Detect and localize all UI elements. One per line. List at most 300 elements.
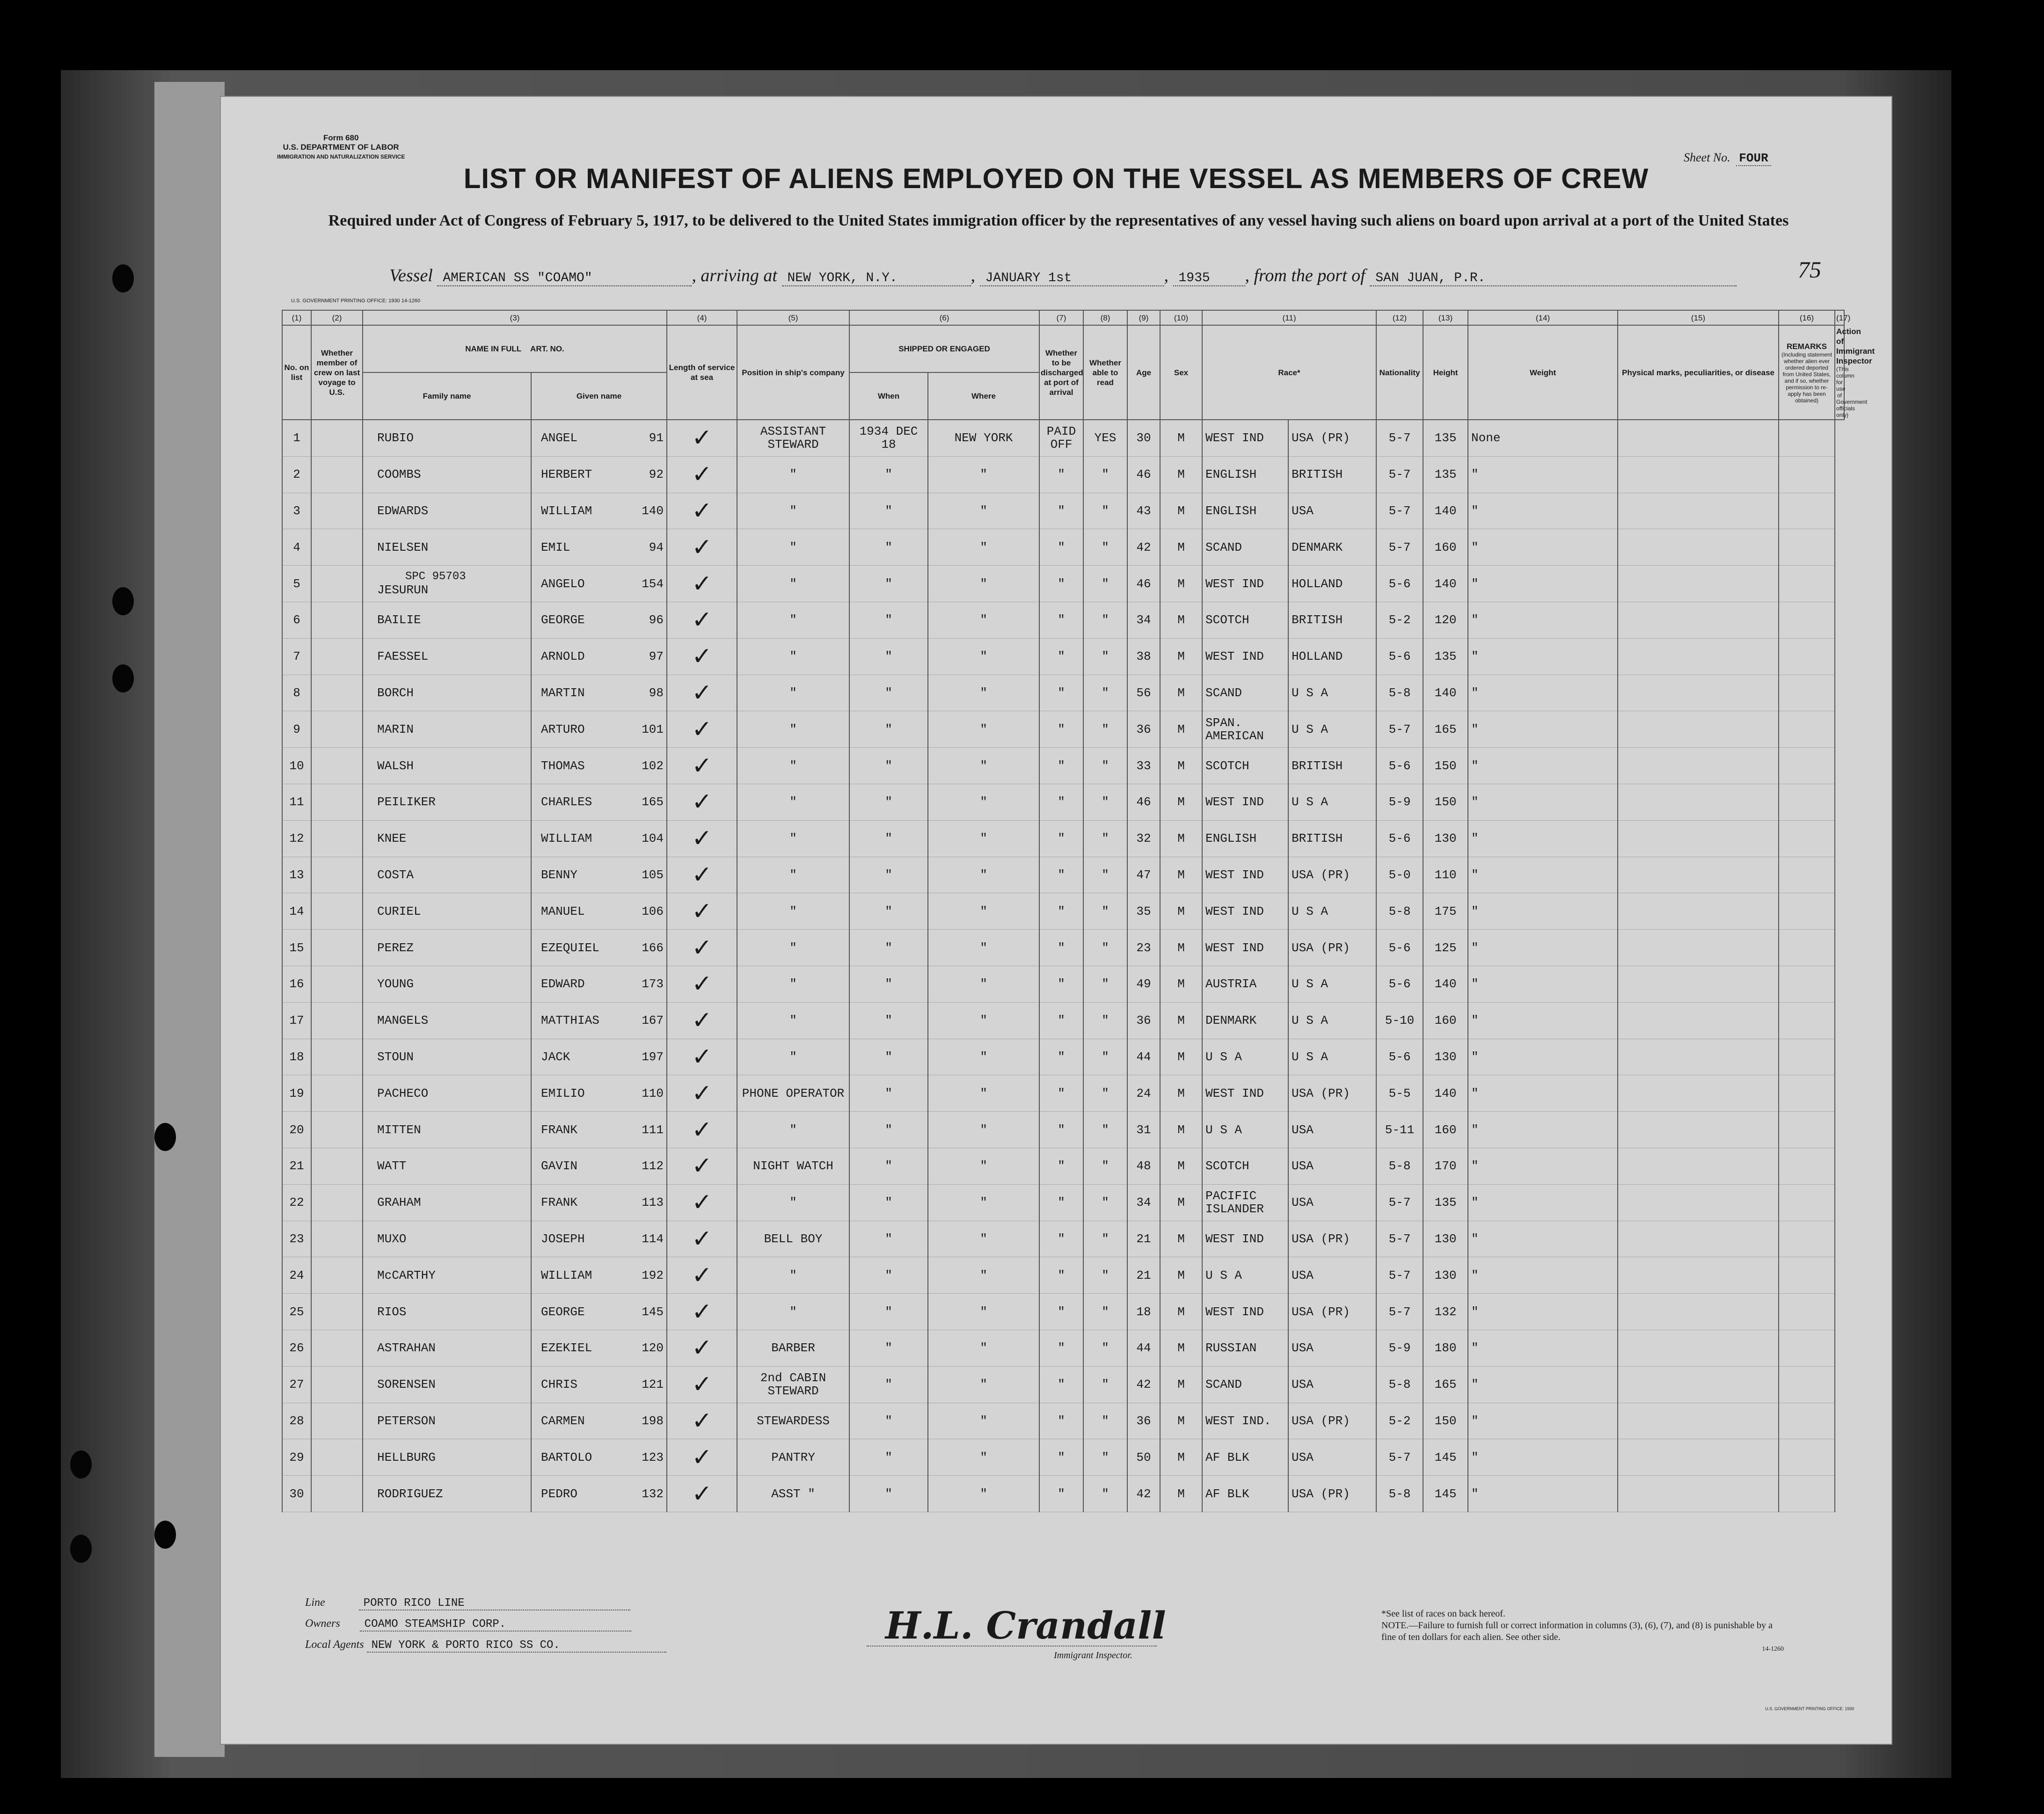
remarks — [1618, 1221, 1779, 1257]
col-race: Race* — [1202, 325, 1376, 420]
art-number: 114 — [642, 1231, 664, 1246]
service-check — [667, 493, 737, 529]
service-check — [667, 966, 737, 1002]
checkmark-icon: ✓ — [692, 1479, 712, 1508]
race: SCAND — [1202, 675, 1288, 711]
footer-owners: Owners COAMO STEAMSHIP CORP. — [305, 1617, 631, 1632]
nationality: USA (PR) — [1288, 1403, 1376, 1439]
height: 5-6 — [1376, 930, 1423, 966]
printer-imprint: U.S. GOVERNMENT PRINTING OFFICE: 1930 — [1765, 1706, 1854, 1711]
sex: M — [1160, 1366, 1202, 1403]
able-to-read: " — [1083, 966, 1127, 1002]
punch-hole — [112, 264, 134, 292]
weight: 125 — [1423, 930, 1468, 966]
table-row — [282, 820, 1844, 857]
height: 5-5 — [1376, 1075, 1423, 1112]
race: U S A — [1202, 1257, 1288, 1294]
weight: 160 — [1423, 529, 1468, 566]
height: 5-7 — [1376, 1294, 1423, 1330]
sex: M — [1160, 529, 1202, 566]
sex: M — [1160, 1075, 1202, 1112]
age: 48 — [1127, 1148, 1160, 1184]
discharged: PAID OFF — [1039, 420, 1083, 456]
race: PACIFIC ISLANDER — [1202, 1184, 1288, 1221]
weight: 130 — [1423, 1039, 1468, 1075]
art-number: 154 — [642, 576, 664, 591]
weight: 130 — [1423, 1221, 1468, 1257]
inspector-action — [1779, 566, 1835, 602]
given-name: MANUEL 106 — [531, 893, 667, 930]
race: WEST IND — [1202, 420, 1288, 456]
physical-marks: " — [1468, 1403, 1618, 1439]
binding-strip — [154, 82, 225, 1757]
remarks — [1618, 529, 1779, 566]
checkmark-icon: ✓ — [692, 751, 712, 780]
height: 5-7 — [1376, 1257, 1423, 1294]
departure-port: SAN JUAN, P.R. — [1370, 271, 1737, 286]
discharged: " — [1039, 529, 1083, 566]
given-name: THOMAS 102 — [531, 748, 667, 784]
punch-hole — [70, 1535, 92, 1563]
shipped-where: " — [928, 1221, 1039, 1257]
shipped-when: " — [849, 784, 928, 820]
remarks — [1618, 711, 1779, 748]
service-check — [667, 930, 737, 966]
position: " — [737, 602, 849, 638]
nationality: USA (PR) — [1288, 1075, 1376, 1112]
remarks — [1618, 638, 1779, 675]
art-number: 132 — [642, 1486, 664, 1501]
art-number: 140 — [642, 503, 664, 518]
family-name: HELLBURG — [363, 1439, 531, 1476]
given-name: PEDRO 132 — [531, 1476, 667, 1512]
inspector-action — [1779, 966, 1835, 1002]
checkmark-icon: ✓ — [692, 1115, 712, 1144]
table-row — [282, 1184, 1844, 1221]
column-number: (6) — [849, 310, 1039, 325]
age: 46 — [1127, 566, 1160, 602]
race: U S A — [1202, 1039, 1288, 1075]
position: " — [737, 1184, 849, 1221]
family-name: KNEE — [363, 820, 531, 857]
discharged: " — [1039, 493, 1083, 529]
age: 50 — [1127, 1439, 1160, 1476]
given-name: CHRIS 121 — [531, 1366, 667, 1403]
able-to-read: " — [1083, 1330, 1127, 1366]
age: 36 — [1127, 1002, 1160, 1039]
service-check — [667, 820, 737, 857]
remarks — [1618, 784, 1779, 820]
family-name: GRAHAM — [363, 1184, 531, 1221]
remarks — [1618, 1257, 1779, 1294]
physical-marks: " — [1468, 1112, 1618, 1148]
sex: M — [1160, 930, 1202, 966]
row-number: 20 — [282, 1112, 311, 1148]
checkmark-icon: ✓ — [692, 897, 712, 925]
table-row — [282, 1294, 1844, 1330]
table-row — [282, 420, 1844, 456]
weight: 175 — [1423, 893, 1468, 930]
given-name: EMILIO 110 — [531, 1075, 667, 1112]
art-number: 96 — [649, 613, 664, 627]
able-to-read: " — [1083, 1366, 1127, 1403]
prior-voyage-cell — [311, 566, 363, 602]
race: AF BLK — [1202, 1439, 1288, 1476]
shipped-where: " — [928, 1294, 1039, 1330]
checkmark-icon: ✓ — [692, 642, 712, 671]
family-name: FAESSEL — [363, 638, 531, 675]
able-to-read: " — [1083, 1257, 1127, 1294]
service-check — [667, 1366, 737, 1403]
weight: 170 — [1423, 1148, 1468, 1184]
age: 21 — [1127, 1257, 1160, 1294]
prior-voyage-cell — [311, 456, 363, 493]
sex: M — [1160, 1294, 1202, 1330]
given-name: GEORGE 96 — [531, 602, 667, 638]
given-name: CHARLES 165 — [531, 784, 667, 820]
able-to-read: " — [1083, 1294, 1127, 1330]
service-check — [667, 893, 737, 930]
nationality: USA (PR) — [1288, 1294, 1376, 1330]
row-number: 29 — [282, 1439, 311, 1476]
height: 5-0 — [1376, 857, 1423, 893]
inspector-action — [1779, 784, 1835, 820]
art-number: 111 — [642, 1122, 664, 1137]
column-number: (10) — [1160, 310, 1202, 325]
table-row — [282, 638, 1844, 675]
age: 24 — [1127, 1075, 1160, 1112]
physical-marks: " — [1468, 820, 1618, 857]
physical-marks: " — [1468, 456, 1618, 493]
column-number: (1) — [282, 310, 311, 325]
able-to-read: " — [1083, 1039, 1127, 1075]
column-number: (5) — [737, 310, 849, 325]
service-check — [667, 1476, 737, 1512]
table-row — [282, 1403, 1844, 1439]
col-shipped: SHIPPED OR ENGAGED — [849, 325, 1039, 372]
discharged: " — [1039, 1002, 1083, 1039]
shipped-where: NEW YORK — [928, 420, 1039, 456]
physical-marks: " — [1468, 1148, 1618, 1184]
age: 49 — [1127, 966, 1160, 1002]
nationality: BRITISH — [1288, 820, 1376, 857]
able-to-read: " — [1083, 784, 1127, 820]
shipped-where: " — [928, 711, 1039, 748]
art-number: 105 — [642, 867, 664, 882]
sex: M — [1160, 1002, 1202, 1039]
table-row — [282, 1148, 1844, 1184]
row-number: 21 — [282, 1148, 311, 1184]
col-position: Position in ship's company — [737, 325, 849, 420]
shipped-when: " — [849, 566, 928, 602]
position: " — [737, 857, 849, 893]
position: " — [737, 748, 849, 784]
position: " — [737, 675, 849, 711]
shipped-when: " — [849, 675, 928, 711]
physical-marks: " — [1468, 638, 1618, 675]
age: 18 — [1127, 1294, 1160, 1330]
row-number: 23 — [282, 1221, 311, 1257]
remarks — [1618, 893, 1779, 930]
sex: M — [1160, 675, 1202, 711]
table-header — [282, 310, 1875, 420]
given-name: MARTIN 98 — [531, 675, 667, 711]
weight: 150 — [1423, 784, 1468, 820]
family-name: COSTA — [363, 857, 531, 893]
family-name: PACHECO — [363, 1075, 531, 1112]
row-number: 4 — [282, 529, 311, 566]
height: 5-9 — [1376, 1330, 1423, 1366]
race: SCOTCH — [1202, 748, 1288, 784]
nationality: U S A — [1288, 966, 1376, 1002]
race: SCAND — [1202, 1366, 1288, 1403]
given-name: GAVIN 112 — [531, 1148, 667, 1184]
physical-marks: " — [1468, 1476, 1618, 1512]
inspector-action — [1779, 1439, 1835, 1476]
height: 5-9 — [1376, 784, 1423, 820]
height: 5-8 — [1376, 893, 1423, 930]
age: 42 — [1127, 529, 1160, 566]
age: 31 — [1127, 1112, 1160, 1148]
weight: 145 — [1423, 1439, 1468, 1476]
manifest-sheet — [220, 96, 1892, 1745]
sex: M — [1160, 420, 1202, 456]
art-number: 110 — [642, 1086, 664, 1100]
weight: 165 — [1423, 711, 1468, 748]
shipped-when: " — [849, 529, 928, 566]
prior-voyage-cell — [311, 1330, 363, 1366]
col-weight: Weight — [1468, 325, 1618, 420]
shipped-when: " — [849, 1439, 928, 1476]
remarks — [1618, 420, 1779, 456]
sex: M — [1160, 602, 1202, 638]
service-check — [667, 784, 737, 820]
prior-voyage-cell — [311, 1039, 363, 1075]
prior-voyage-cell — [311, 1075, 363, 1112]
physical-marks: " — [1468, 1221, 1618, 1257]
race: SCOTCH — [1202, 1148, 1288, 1184]
prior-voyage-cell — [311, 1112, 363, 1148]
table-row — [282, 966, 1844, 1002]
weight: 180 — [1423, 1330, 1468, 1366]
remarks — [1618, 930, 1779, 966]
prior-voyage-cell — [311, 1184, 363, 1221]
service-check — [667, 857, 737, 893]
discharged: " — [1039, 966, 1083, 1002]
position: " — [737, 1294, 849, 1330]
service-check — [667, 675, 737, 711]
table-row — [282, 748, 1844, 784]
art-number: 112 — [642, 1159, 664, 1173]
service-check — [667, 638, 737, 675]
age: 38 — [1127, 638, 1160, 675]
checkmark-icon: ✓ — [692, 1334, 712, 1362]
remarks — [1618, 1403, 1779, 1439]
nationality: U S A — [1288, 1039, 1376, 1075]
age: 44 — [1127, 1330, 1160, 1366]
service-check — [667, 1002, 737, 1039]
table-row — [282, 857, 1844, 893]
nationality: USA (PR) — [1288, 930, 1376, 966]
discharged: " — [1039, 1294, 1083, 1330]
shipped-when: " — [849, 1476, 928, 1512]
family-name: MARIN — [363, 711, 531, 748]
age: 36 — [1127, 1403, 1160, 1439]
checkmark-icon: ✓ — [692, 1406, 712, 1435]
shipped-where: " — [928, 1184, 1039, 1221]
row-number: 3 — [282, 493, 311, 529]
weight: 120 — [1423, 602, 1468, 638]
position: " — [737, 711, 849, 748]
weight: 130 — [1423, 820, 1468, 857]
art-number: 120 — [642, 1341, 664, 1355]
checkmark-icon: ✓ — [692, 1079, 712, 1107]
footnote: *See list of races on back hereof. NOTE.—Failure to furnish full or correct information in columns (3), (6), (7), and (8) is punishable by a fine of ten dollars for each alien. See other side. 14-1260 — [1381, 1609, 1784, 1653]
punch-hole — [154, 1123, 176, 1151]
inspector-action — [1779, 930, 1835, 966]
discharged: " — [1039, 1148, 1083, 1184]
sex: M — [1160, 857, 1202, 893]
nationality: U S A — [1288, 675, 1376, 711]
shipped-when: " — [849, 820, 928, 857]
remarks — [1618, 1075, 1779, 1112]
punch-hole — [112, 587, 134, 615]
art-number: 165 — [642, 795, 664, 809]
col-given-name: Given name — [531, 372, 667, 420]
checkmark-icon: ✓ — [692, 1261, 712, 1289]
checkmark-icon: ✓ — [692, 970, 712, 998]
weight: 135 — [1423, 1184, 1468, 1221]
inspector-action — [1779, 1112, 1835, 1148]
prior-voyage-cell — [311, 1439, 363, 1476]
col-read: Whether able to read — [1083, 325, 1127, 420]
remarks — [1618, 566, 1779, 602]
service-check — [667, 1294, 737, 1330]
height: 5-6 — [1376, 638, 1423, 675]
art-number: 173 — [642, 977, 664, 991]
service-check — [667, 1221, 737, 1257]
physical-marks: " — [1468, 893, 1618, 930]
table-row — [282, 1257, 1844, 1294]
physical-marks: " — [1468, 1075, 1618, 1112]
checkmark-icon: ✓ — [692, 678, 712, 707]
shipped-when: " — [849, 857, 928, 893]
given-name: GEORGE 145 — [531, 1294, 667, 1330]
column-number: (11) — [1202, 310, 1376, 325]
given-name: CARMEN 198 — [531, 1403, 667, 1439]
row-number: 2 — [282, 456, 311, 493]
prior-voyage-cell — [311, 1257, 363, 1294]
service-check — [667, 602, 737, 638]
row-number: 26 — [282, 1330, 311, 1366]
checkmark-icon: ✓ — [692, 824, 712, 853]
family-name: McCARTHY — [363, 1257, 531, 1294]
prior-voyage-cell — [311, 966, 363, 1002]
service-check — [667, 1148, 737, 1184]
discharged: " — [1039, 602, 1083, 638]
art-number: 145 — [642, 1304, 664, 1319]
inspector-action — [1779, 420, 1835, 456]
nationality: USA — [1288, 1148, 1376, 1184]
table-row — [282, 1221, 1844, 1257]
discharged: " — [1039, 893, 1083, 930]
row-number: 14 — [282, 893, 311, 930]
shipped-where: " — [928, 602, 1039, 638]
family-name: ASTRAHAN — [363, 1330, 531, 1366]
position: " — [737, 638, 849, 675]
position: " — [737, 893, 849, 930]
shipped-when: " — [849, 748, 928, 784]
art-number: 101 — [642, 722, 664, 736]
table-row — [282, 1002, 1844, 1039]
physical-marks: " — [1468, 493, 1618, 529]
position: " — [737, 456, 849, 493]
position: " — [737, 820, 849, 857]
form-number: Form 680 U.S. DEPARTMENT OF LABOR IMMIGRATION AND NATURALIZATION SERVICE — [277, 133, 405, 160]
able-to-read: " — [1083, 893, 1127, 930]
age: 56 — [1127, 675, 1160, 711]
shipped-where: " — [928, 638, 1039, 675]
shipped-where: " — [928, 1075, 1039, 1112]
footer-line: Line PORTO RICO LINE — [305, 1596, 630, 1610]
remarks — [1618, 1294, 1779, 1330]
family-name: BAILIE — [363, 602, 531, 638]
position: STEWARDESS — [737, 1403, 849, 1439]
remarks — [1618, 1184, 1779, 1221]
shipped-where: " — [928, 784, 1039, 820]
race: WEST IND — [1202, 930, 1288, 966]
prior-voyage-cell — [311, 638, 363, 675]
inspector-signature: H.L. Crandall — [885, 1603, 1166, 1647]
sheet-number: Sheet No. FOUR — [1681, 151, 1771, 165]
remarks — [1618, 1112, 1779, 1148]
position: NIGHT WATCH — [737, 1148, 849, 1184]
race: U S A — [1202, 1112, 1288, 1148]
able-to-read: " — [1083, 1148, 1127, 1184]
document-subtitle: Required under Act of Congress of February 5, 1917, to be delivered to the United States immigration officer by the representatives of any vessel having such aliens on board upon arrival at a port of the United States — [328, 212, 1789, 229]
col-art-no: ART. NO. — [530, 344, 564, 353]
shipped-when: " — [849, 1221, 928, 1257]
given-name: BENNY 105 — [531, 857, 667, 893]
race: ENGLISH — [1202, 456, 1288, 493]
weight: 135 — [1423, 456, 1468, 493]
punch-hole — [112, 664, 134, 692]
inspector-action — [1779, 1294, 1835, 1330]
shipped-when: " — [849, 1257, 928, 1294]
column-number: (15) — [1618, 310, 1779, 325]
inspector-action — [1779, 638, 1835, 675]
family-name: PEREZ — [363, 930, 531, 966]
height: 5-6 — [1376, 1039, 1423, 1075]
service-check — [667, 456, 737, 493]
nationality: HOLLAND — [1288, 638, 1376, 675]
race: WEST IND. — [1202, 1403, 1288, 1439]
art-number: 92 — [649, 467, 664, 482]
inspector-action — [1779, 1002, 1835, 1039]
prior-voyage-cell — [311, 1403, 363, 1439]
given-name: WILLIAM 192 — [531, 1257, 667, 1294]
shipped-where: " — [928, 566, 1039, 602]
art-number: 123 — [642, 1450, 664, 1464]
col-height: Height — [1423, 325, 1468, 420]
sex: M — [1160, 1184, 1202, 1221]
arrival-date: JANUARY 1st — [980, 271, 1164, 286]
table-row — [282, 711, 1844, 748]
height: 5-6 — [1376, 566, 1423, 602]
art-number: 166 — [642, 940, 664, 955]
prior-voyage-cell — [311, 1148, 363, 1184]
position: " — [737, 1002, 849, 1039]
